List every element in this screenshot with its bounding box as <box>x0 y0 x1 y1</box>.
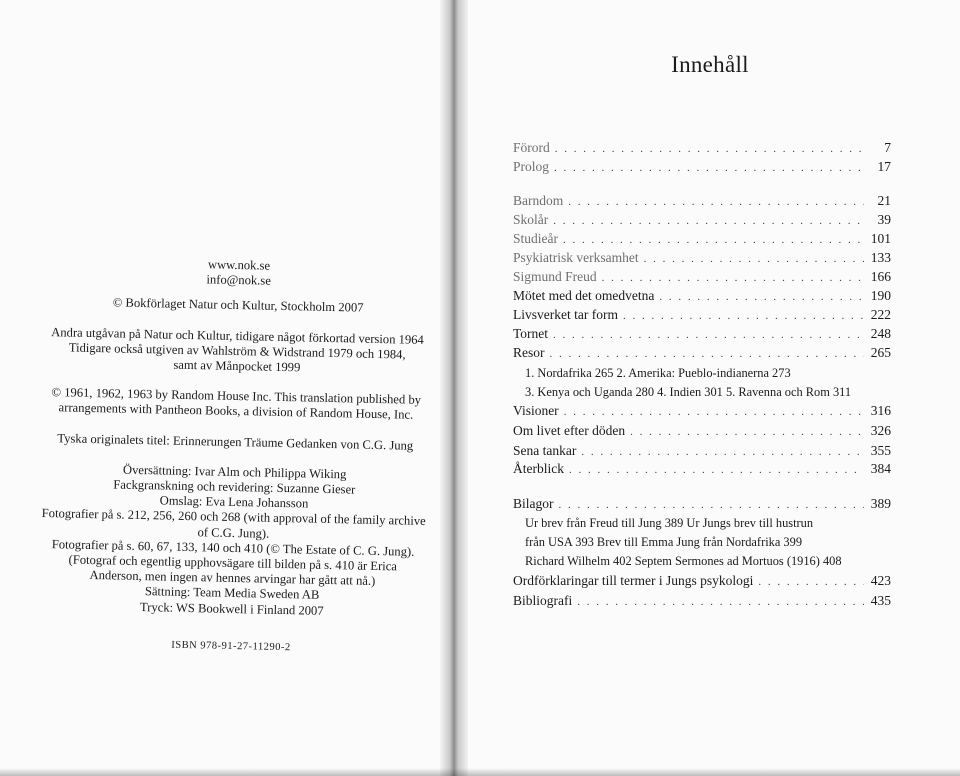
colophon-translation: Översättning: Ivar Alm och Philippa Wiking <box>122 462 347 482</box>
toc-entry-page: 248 <box>870 326 891 341</box>
colophon-original-title: Tyska originalets titel: Erinnerungen Träume Gedanken von C.G. Jung <box>57 430 414 453</box>
toc-entry <box>513 140 891 158</box>
colophon-photos-3: (Fotograf och egentlig upphovsägare till bilden på s. 410 är Erica <box>68 552 398 574</box>
toc-entry-title: Resor <box>513 345 545 360</box>
toc-entry-title: Mötet med det omedvetna <box>513 288 655 303</box>
toc-entry <box>513 345 891 363</box>
toc-entry-title: Skolår <box>513 212 549 227</box>
toc-leader-dots <box>602 272 864 284</box>
colophon-email: info@nok.se <box>206 272 272 288</box>
toc-leader-dots <box>564 406 864 418</box>
toc-entry-page: 101 <box>870 231 891 246</box>
toc-leader-dots <box>553 215 864 227</box>
toc-entry-title: Visioner <box>513 403 559 418</box>
colophon <box>26 254 444 659</box>
toc-leader-dots <box>569 464 864 476</box>
toc-entry <box>513 307 891 325</box>
toc-leader-dots <box>644 253 864 265</box>
colophon-copyright: © Bokförlaget Natur och Kultur, Stockholm 2007 <box>112 295 364 316</box>
toc-entry <box>513 193 891 211</box>
colophon-edition-2: Tidigare också utgiven av Wahlström & Widstrand 1979 och 1984, <box>68 340 406 362</box>
toc-leader-dots <box>550 348 865 360</box>
colophon-review: Fackgranskning och revidering: Suzanne Gieser <box>113 477 356 497</box>
toc-leader-dots <box>568 196 864 208</box>
toc-entry-title: Livsverket tar form <box>513 307 618 322</box>
colophon-isbn: ISBN 978-91-27-11290-2 <box>171 639 291 654</box>
toc-entry-page: 423 <box>870 573 891 588</box>
toc-leader-dots <box>577 596 864 608</box>
toc-entry-page: 265 <box>870 345 891 360</box>
toc-entry <box>513 288 891 306</box>
colophon-print: Tryck: WS Bookwell i Finland 2007 <box>139 599 324 618</box>
toc-entry-title: Förord <box>513 140 550 155</box>
toc-entry-title: Bilagor <box>513 496 554 511</box>
toc-entry <box>513 269 891 287</box>
toc-leader-dots <box>559 499 865 511</box>
toc-entry <box>513 403 891 421</box>
colophon-photos-2: Fotografier på s. 60, 67, 133, 140 och 410 (© The Estate of C. G. Jung). <box>51 537 415 559</box>
toc-entry-page: 7 <box>884 140 891 155</box>
toc-leader-dots <box>555 143 864 155</box>
toc-leader-dots <box>758 576 864 588</box>
colophon-edition-1: Andra utgåvan på Natur och Kultur, tidigare något förkortad version 1964 <box>51 324 424 347</box>
toc-leader-dots <box>623 310 864 322</box>
toc-entry <box>513 231 891 249</box>
toc-entry-page: 316 <box>870 403 891 418</box>
toc-entry-title: Prolog <box>513 159 550 174</box>
colophon-rights-2: arrangements with Pantheon Books, a division of Random House, Inc. <box>58 400 414 423</box>
toc-entry-page: 166 <box>870 269 891 284</box>
toc-entry-title: Barndom <box>513 193 564 208</box>
toc-entry-page: 389 <box>870 496 891 511</box>
toc-entry <box>513 443 891 461</box>
toc-entry <box>513 423 891 441</box>
toc-entry-page: 222 <box>870 307 891 322</box>
toc-entry-page: 435 <box>870 593 891 608</box>
toc-leader-dots <box>630 426 864 438</box>
toc-entry <box>513 461 891 479</box>
toc-leader-dots <box>659 291 864 303</box>
toc-entry <box>513 573 891 591</box>
toc-entry-page: 39 <box>877 212 891 227</box>
toc-entry <box>513 159 891 177</box>
toc-entry <box>513 496 891 514</box>
toc-bilagor-sub-1: Ur brev från Freud till Jung 389 Ur Jungs brev till hustrun <box>525 516 814 530</box>
toc-entry-page: 384 <box>870 461 891 476</box>
toc-entry-page: 17 <box>877 159 891 174</box>
toc-entry-title: Studieår <box>513 231 558 246</box>
colophon-photos-1b: of C.G. Jung). <box>197 524 270 541</box>
toc-leader-dots <box>554 162 864 174</box>
toc-entry <box>513 593 891 611</box>
toc-resor-sub-2: 3. Kenya och Uganda 280 4. Indien 301 5. Ravenna och Rom 311 <box>525 385 852 399</box>
toc-entry-page: 21 <box>877 193 891 208</box>
toc-entry-title: Bibliografi <box>513 593 573 608</box>
page-bottom-edge <box>0 768 960 776</box>
toc-entry-title: Sena tankar <box>513 443 577 458</box>
toc-entry <box>513 326 891 344</box>
toc-entry-page: 133 <box>870 250 891 265</box>
colophon-photos-4: Anderson, men ingen av hennes arvingar har gått att nå.) <box>89 568 376 589</box>
toc-bilagor-sub-2: från USA 393 Brev till Emma Jung från Nordafrika 399 <box>525 535 803 549</box>
book-spine <box>440 0 468 776</box>
colophon-cover: Omslag: Eva Lena Johansson <box>159 493 309 511</box>
toc-leader-dots <box>553 329 864 341</box>
toc-entry-title: Psykiatrisk verksamhet <box>513 250 639 265</box>
toc-title: Innehåll <box>671 52 749 77</box>
toc-bilagor-sub-3: Richard Wilhelm 402 Septem Sermones ad Mortuos (1916) 408 <box>525 554 842 568</box>
colophon-rights-1: © 1961, 1962, 1963 by Random House Inc. This translation published by <box>51 385 422 408</box>
toc-entry-page: 355 <box>870 443 891 458</box>
toc-entry-page: 326 <box>870 423 891 438</box>
toc-resor-sub-1: 1. Nordafrika 265 2. Amerika: Pueblo-indianerna 273 <box>525 366 791 380</box>
toc-entry-title: Ordförklaringar till termer i Jungs psykologi <box>513 573 754 588</box>
toc-leader-dots <box>563 234 864 246</box>
toc-entry-title: Om livet efter döden <box>513 423 626 438</box>
colophon-photos-1a: Fotografier på s. 212, 256, 260 och 268 (with approval of the family archive <box>41 506 426 529</box>
toc-entry-title: Tornet <box>513 326 549 341</box>
toc-entry-title: Återblick <box>513 461 564 476</box>
toc-entry-title: Sigmund Freud <box>513 269 597 284</box>
colophon-typesetting: Sättning: Team Media Sweden AB <box>144 584 320 603</box>
colophon-website: www.nok.se <box>207 257 271 273</box>
toc-entry <box>513 250 891 268</box>
toc-entry <box>513 212 891 230</box>
toc-entry-page: 190 <box>870 288 891 303</box>
toc-leader-dots <box>581 446 864 458</box>
colophon-edition-3: samt av Månpocket 1999 <box>173 357 301 375</box>
